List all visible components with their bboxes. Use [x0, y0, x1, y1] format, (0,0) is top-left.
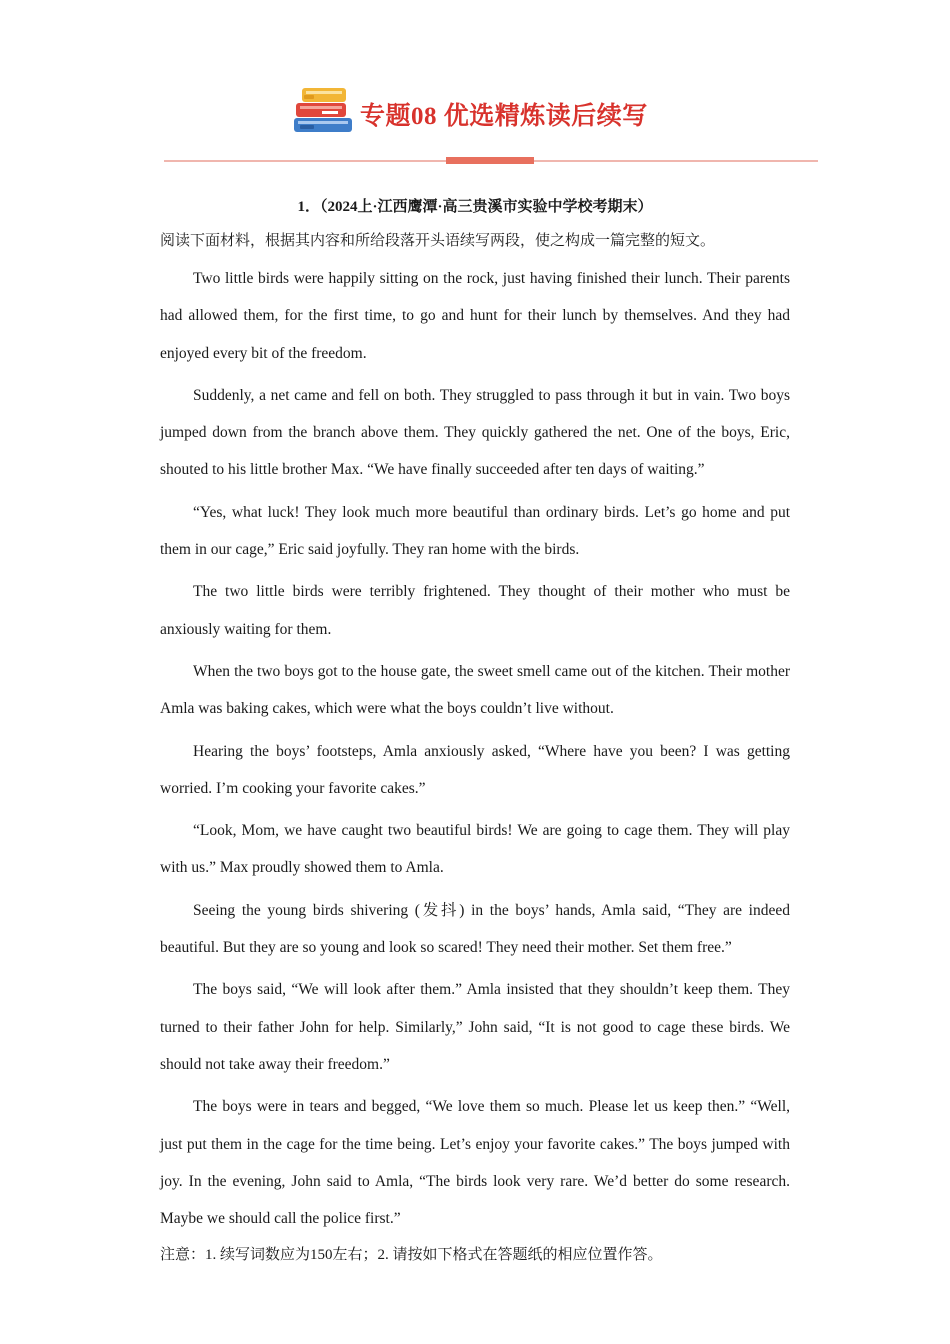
header-divider-accent: [446, 157, 534, 164]
page-header: [0, 80, 950, 140]
question-heading: 1．（2024上·江西鹰潭·高三贵溪市实验中学校考期末）: [297, 199, 653, 215]
story-paragraph: The boys said, “We will look after them.” Amla insisted that they shouldn’t keep them. They turned to their father John for help. Similarly,” John said, “It is not good to cage these birds. We should not take away their freedom.”: [160, 981, 790, 1073]
question-body: [160, 196, 790, 1268]
question-note: 注意：1. 续写词数应为150左右；2. 请按如下格式在答题纸的相应位置作答。: [160, 1247, 663, 1264]
story-paragraph: “Yes, what luck! They look much more beautiful than ordinary birds. Let’s go home and put them in our cage,” Eric said joyfully. They ran home with the birds.: [160, 503, 790, 559]
question-instruction: 阅读下面材料，根据其内容和所给段落开头语续写两段，使之构成一篇完整的短文。: [160, 233, 716, 249]
story-paragraph: When the two boys got to the house gate, the sweet smell came out of the kitchen. Their mother Amla was baking cakes, which were what the boys couldn’t live without.: [160, 662, 790, 718]
story-paragraph: The boys were in tears and begged, “We love them so much. Please let us keep then.” “Well, just put them in the cage for the time being. Let’s enjoy your favorite cakes.” The boys jumped with joy. In the evening, John said to Amla, “The birds look very rare. We’d better do some research. Maybe we should call the police first.”: [160, 1098, 790, 1228]
page-title: 专题08 优选精炼读后续写: [360, 103, 648, 130]
story-paragraph: The two little birds were terribly frightened. They thought of their mother who must be anxiously waiting for them.: [160, 583, 790, 638]
story-paragraph: Two little birds were happily sitting on the rock, just having finished their lunch. Their parents had allowed them, for the first time, to go and hunt for their lunch by themselves. And they had enjoyed every bit of the freedom.: [160, 270, 790, 362]
story-paragraph: Hearing the boys’ footsteps, Amla anxiously asked, “Where have you been? I was getting worried. I’m cooking your favorite cakes.”: [160, 742, 790, 797]
story-paragraph: Seeing the young birds shivering (发抖) in the boys’ hands, Amla said, “They are indeed beautiful. But they are so young and look so scared! They need their mother. Set them free.”: [160, 901, 790, 957]
books-stack-icon: [292, 86, 356, 134]
story-paragraph: “Look, Mom, we have caught two beautiful birds! We are going to cage them. They will play with us.” Max proudly showed them to Amla.: [160, 822, 790, 877]
story-paragraph: Suddenly, a net came and fell on both. They struggled to pass through it but in vain. Two boys jumped down from the branch above them. They quickly gathered the net. One of the boys, Eric, shouted to his little brother Max. “We have finally succeeded after ten days of waiting.”: [160, 386, 790, 479]
